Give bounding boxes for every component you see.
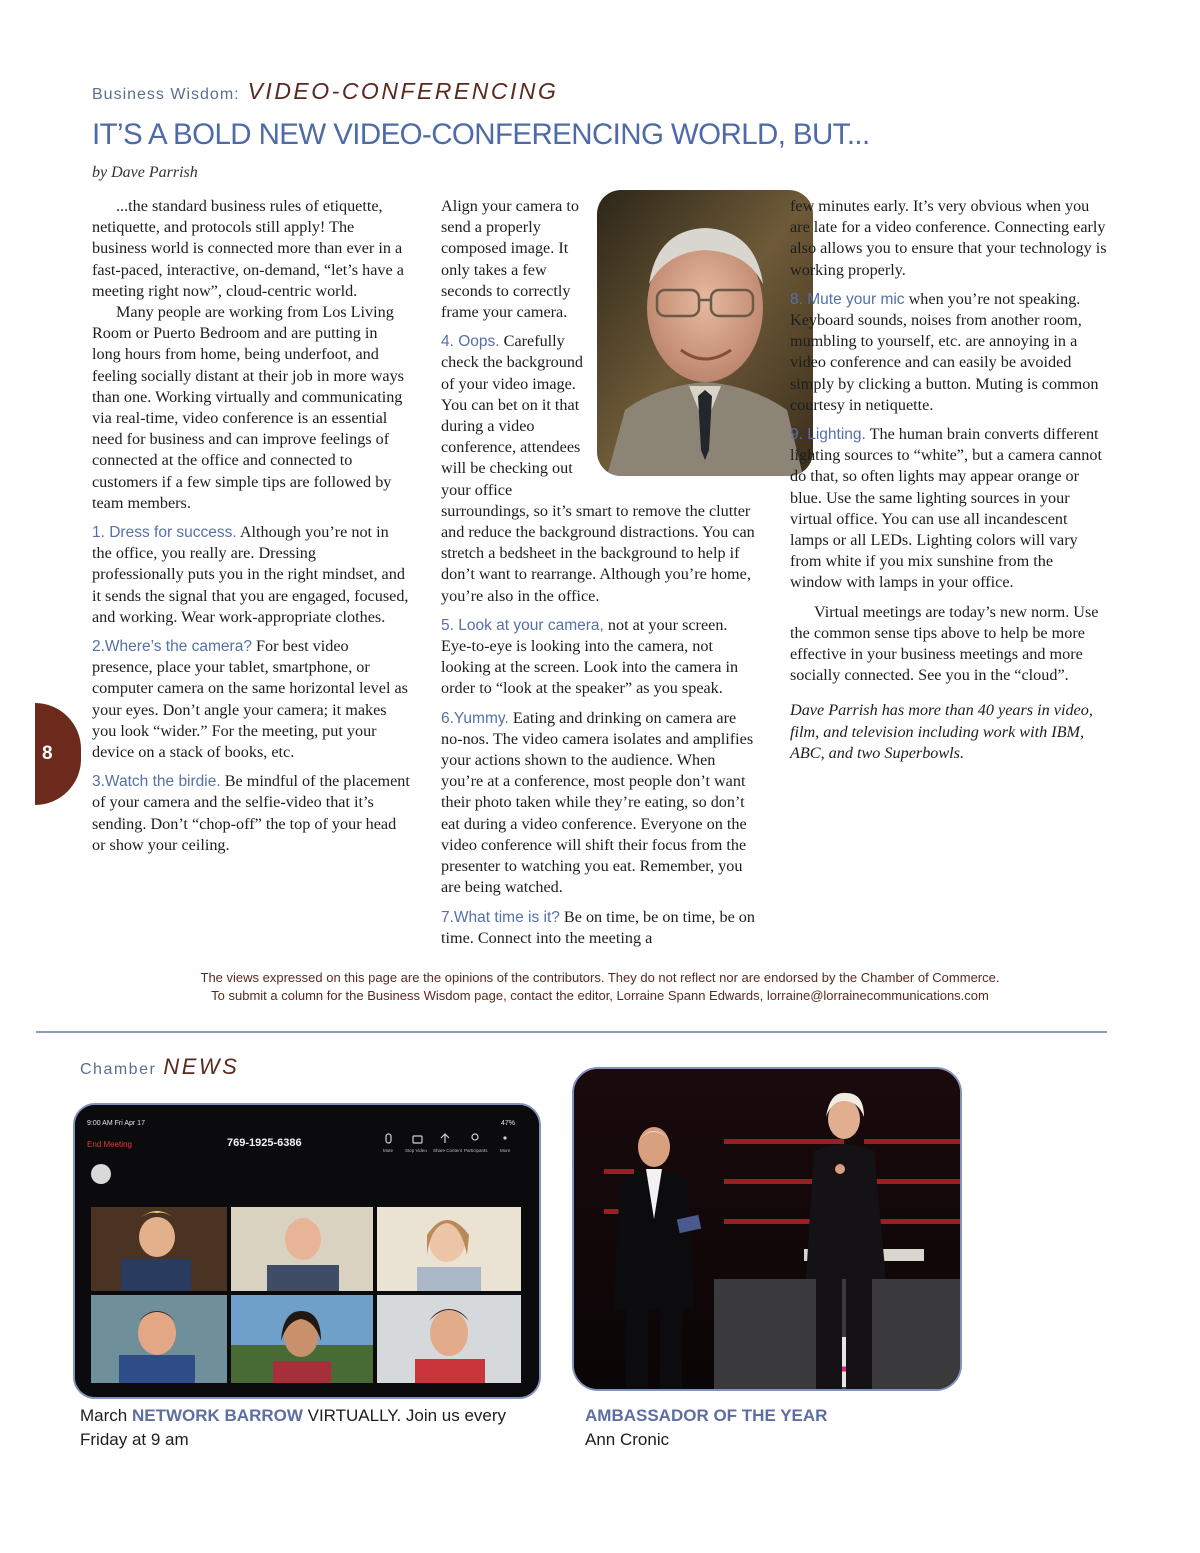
- closing-paragraph: Virtual meetings are today’s new norm. Use the common sense tips above to help be more effective in your business meetings and more socially connected. See you in the “cloud”.: [790, 602, 1099, 685]
- tip-body: The human brain converts different lighting sources to “white”, but a camera cannot do that, so often lights may appear orange or blue. Use the same lighting sources in your virtual office. You can use all incandescent lamps or all LEDs. Lighting colors will vary from white if you mix sunshine from the window with lamps in your office.: [790, 425, 1102, 592]
- section-divider: [36, 1031, 1107, 1033]
- zoom-screenshot-image: [75, 1105, 539, 1397]
- continued-paragraph: few minutes early. It’s very obvious when you are late for a video conference. Connecting early also allows you to ensure that your technology is working properly.: [790, 197, 1107, 279]
- zoom-battery: 47%: [501, 1120, 516, 1127]
- tip-heading: 1. Dress for success.: [92, 524, 237, 542]
- tip-paragraph: [441, 907, 757, 949]
- portrait-wrap-spacer: [664, 190, 760, 490]
- section-header: [92, 78, 558, 105]
- tip-body: For best video presence, place your tablet, smartphone, or computer camera on the same horizontal level as your eyes. Don’t angle your camera; it makes you look “wider.” For the meeting, put your device on a stack of books, etc.: [92, 637, 408, 762]
- tip-heading: 2.Where’s the camera?: [92, 638, 252, 656]
- disclaimer-line: The views expressed on this page are the opinions of the contributors. They do not reflect nor are endorsed by the Chamber of Commerce.: [200, 970, 1000, 985]
- tip-body: Although you’re not in the office, you really are. Dressing professionally puts you in the right mindset, and it sends the signal that you are engaged, focused, and working. Wear work-appropriate clothes.: [92, 523, 409, 626]
- section-topic: VIDEO-CONFERENCING: [247, 78, 559, 104]
- continued-paragraph: Align your camera to send a properly composed image. It only takes a few seconds to correctly frame your camera.: [441, 197, 579, 322]
- zoom-end-meeting: End Meeting: [87, 1140, 132, 1149]
- zoom-video-grid: [91, 1207, 521, 1383]
- tip-paragraph: [92, 636, 410, 763]
- tip-heading: 3.Watch the birdie.: [92, 773, 221, 791]
- tip-paragraph: [92, 522, 410, 628]
- intro-paragraph-2: Many people are working from Los Living Room or Puerto Bedroom and are putting in long hours from home, being underfoot, and feeling socially distant at their job in more ways than one. Working virtually and communicating via real-time, video conference is an essential need for business and can improve feelings of connected at the office and connected to customers if a few simple tips are followed by team members.: [92, 303, 404, 512]
- article-column-3: [790, 196, 1108, 772]
- intro-paragraph-1: ...the standard business rules of etiquette, netiquette, and protocols still apply! The business world is connected more than ever in a fast-paced, interactive, on-demand, “let’s have a meeting right now”, cloud-centric world.: [92, 197, 404, 300]
- ambassador-title: AMBASSADOR OF THE YEAR: [585, 1406, 828, 1425]
- section-label: Business Wisdom:: [92, 86, 240, 103]
- tip-heading: 6.Yummy.: [441, 709, 509, 727]
- tip-body: when you’re not speaking. Keyboard sounds, noises from another room, mumbling to yourself, etc. are annoying in a video conference and can easily be avoided simply by clicking a button. Muting is common courtesy in netiquette.: [790, 289, 1099, 414]
- news-topic: NEWS: [163, 1054, 240, 1079]
- page-number: 8: [42, 743, 53, 764]
- zoom-tool-label: Stop Video: [405, 1148, 427, 1153]
- tip-paragraph: [441, 615, 757, 700]
- page-number-tab: [35, 703, 81, 805]
- ambassador-caption: [585, 1404, 985, 1452]
- tip-body: Be mindful of the placement of your camera and the selfie-video that it’s sending. Don’t “chop-off” the top of your head or show your ceiling.: [92, 772, 410, 854]
- tip-body: not at your screen. Eye-to-eye is looking into the camera, not looking at the screen. Look into the camera in order to “look at the speaker” as you speak.: [441, 615, 739, 698]
- zoom-meeting-photo: [73, 1103, 541, 1399]
- ambassador-name: Ann Cronic: [585, 1430, 670, 1449]
- zoom-tool-label: Participants: [464, 1148, 488, 1153]
- tip-heading: 4. Oops.: [441, 333, 500, 351]
- tip-body: Carefully check the background of your video image. You can bet on it that during a video conference, attendees will be checking out your office surroundings, so it’s smart to remove the clutter and reduce the background distractions. You can stretch a bedsheet in the background to help if don’t want to rearrange. Although you’re home, you’re also in the office.: [441, 332, 755, 605]
- caption-text: VIRTUALLY. Join us every Friday at 9 am: [80, 1406, 507, 1449]
- tip-heading: 9. Lighting.: [790, 426, 866, 444]
- author-bio: Dave Parrish has more than 40 years in video, film, and television including work with IBM, ABC, and two Superbowls.: [790, 701, 1093, 762]
- tip-body: Eating and drinking on camera are no-nos. The video camera isolates and amplifies your actions shown to the audience. When you’re at a conference, most people don’t want their photo taken while they’re eating, so don’t eat during a video conference. Everyone on the video conference will shift their focus from the presenter to watching you eat. Remember, you are being watched.: [441, 708, 754, 897]
- zoom-meeting-id: 769-1925-6386: [227, 1137, 302, 1149]
- award-stage-image: [574, 1069, 960, 1389]
- tip-body: Be on time, be on time, be on time. Connect into the meeting a: [441, 907, 755, 947]
- zoom-tool-label: More: [500, 1148, 511, 1153]
- zoom-tool-label: Share Content: [433, 1148, 463, 1153]
- tip-paragraph: [92, 771, 410, 856]
- disclaimer: [92, 969, 1108, 1005]
- tip-paragraph: [441, 708, 757, 899]
- tip-heading: 5. Look at your camera,: [441, 616, 604, 634]
- article-headline: IT’S A BOLD NEW VIDEO-CONFERENCING WORLD, BUT...: [92, 118, 870, 151]
- ambassador-award-photo: [572, 1067, 962, 1391]
- tip-heading: 7.What time is it?: [441, 908, 560, 926]
- tip-paragraph: [790, 289, 1108, 416]
- tip-paragraph: [790, 424, 1108, 594]
- network-barrow-caption: [80, 1404, 550, 1452]
- zoom-status-time: 9:00 AM Fri Apr 17: [87, 1120, 145, 1127]
- disclaimer-line: To submit a column for the Business Wisdom page, contact the editor, Lorraine Spann Edwards, lorraine@lorrainecommunications.com: [211, 988, 989, 1003]
- article-column-1: [92, 196, 410, 864]
- caption-emphasis: NETWORK BARROW: [131, 1406, 303, 1425]
- caption-text: March: [80, 1406, 132, 1425]
- zoom-tool-label: Mute: [383, 1148, 394, 1153]
- article-byline: by Dave Parrish: [92, 164, 198, 181]
- news-header: [80, 1054, 239, 1080]
- tip-heading: 8. Mute your mic: [790, 290, 905, 308]
- news-label: Chamber: [80, 1061, 157, 1078]
- more-icon: [504, 1137, 506, 1139]
